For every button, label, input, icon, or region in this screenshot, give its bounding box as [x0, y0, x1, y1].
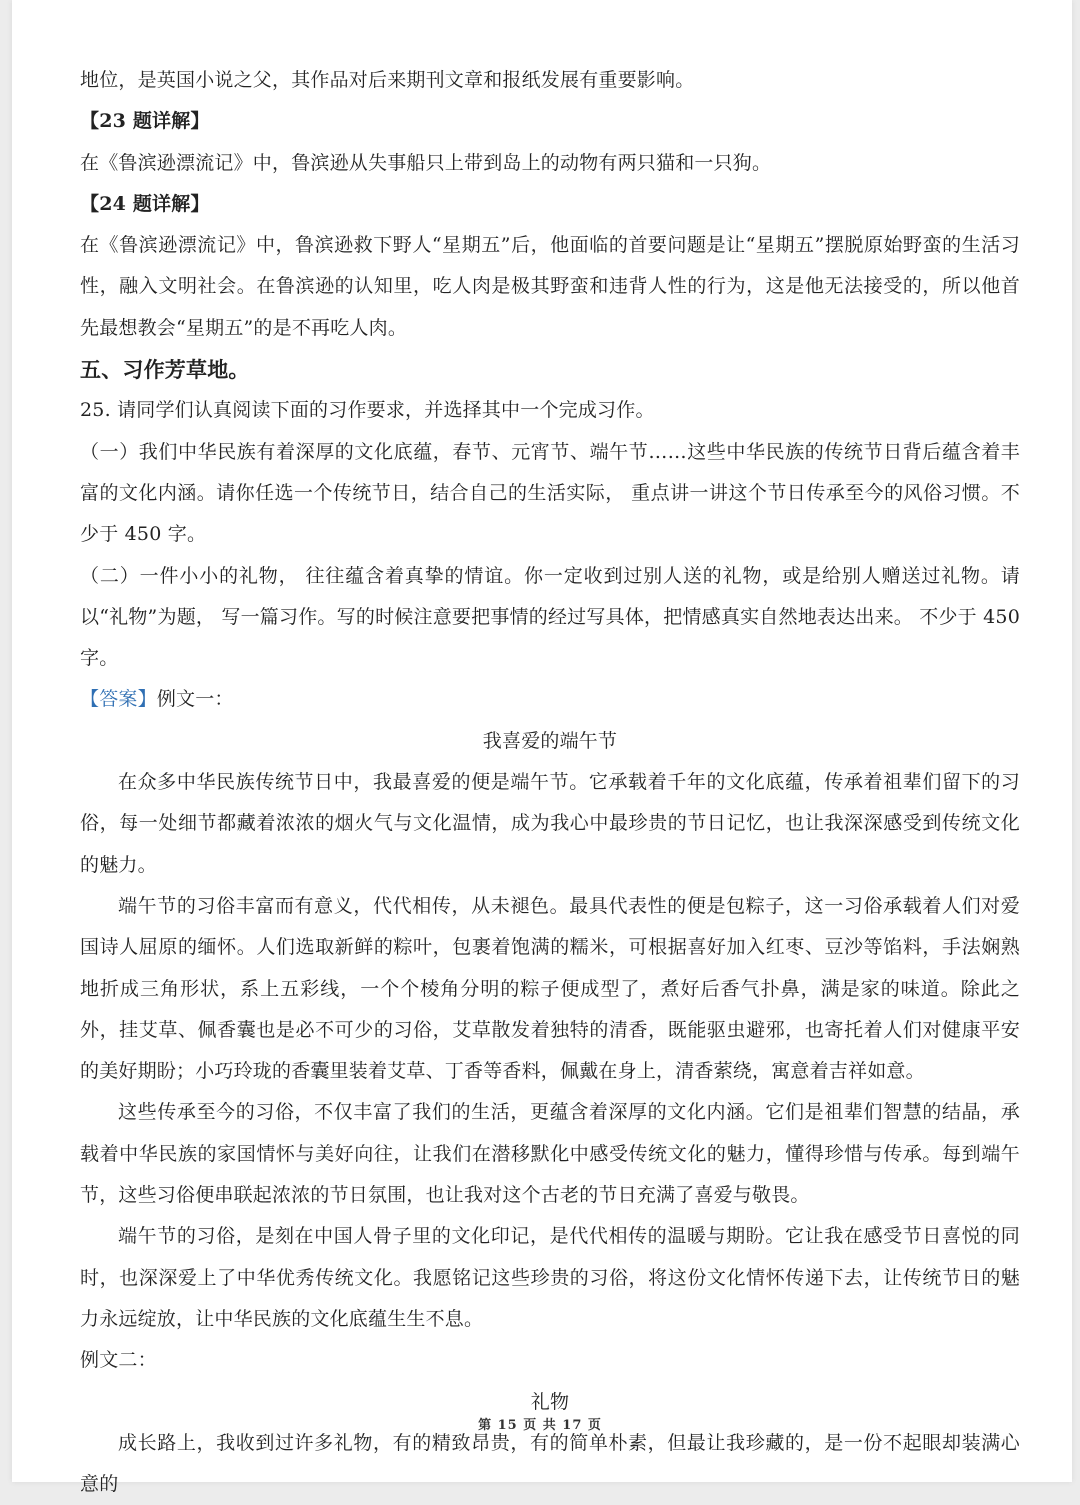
example-two-paragraph-1: 成长路上，我收到过许多礼物，有的精致昂贵，有的简单朴素，但最让我珍藏的，是一份不起眼却装满心意的 — [80, 1431, 1020, 1496]
question-24-detail-heading: 【24 题详解】 — [80, 192, 210, 215]
example-one-paragraph-4: 端午节的习俗，是刻在中国人骨子里的文化印记，是代代相传的温暖与期盼。它让我在感受节日喜悦的同时，也深深爱上了中华优秀传统文化。我愿铭记这些珍贵的习俗，将这份文化情怀传递下去，让传统节日的魅力永远绽放，让中华民族的文化底蕴生生不息。 — [80, 1225, 1020, 1330]
example-two-label: 例文二： — [80, 1349, 157, 1372]
example-one-paragraph-1: 在众多中华民族传统节日中，我最喜爱的便是端午节。它承载着千年的文化底蕴，传承着祖辈们留下的习俗，每一处细节都藏着浓浓的烟火气与文化温情，成为我心中最珍贵的节日记忆，也让我深深感受到传统文化的魅力。 — [80, 771, 1020, 876]
example-one-label: 例文一： — [156, 688, 234, 711]
answer-line — [80, 679, 1020, 720]
question-24-detail-text: 在《鲁滨逊漂流记》中，鲁滨逊救下野人“星期五”后，他面临的首要问题是让“星期五”摆脱原始野蛮的生活习性，融入文明社会。在鲁滨逊的认知里，吃人肉是极其野蛮和违背人性的行为，这是他无法接受的，所以他首先最想教会“星期五”的是不再吃人肉。 — [80, 234, 1020, 339]
section-five-title: 五、习作芳草地。 — [80, 357, 250, 383]
example-one-paragraph-3: 这些传承至今的习俗，不仅丰富了我们的生活，更蕴含着深厚的文化内涵。它们是祖辈们智慧的结晶，承载着中华民族的家国情怀与美好向往，让我们在潜移默化中感受传统文化的魅力，懂得珍惜与传承。每到端午节，这些习俗便串联起浓浓的节日氛围，也让我对这个古老的节日充满了喜爱与敬畏。 — [80, 1101, 1020, 1207]
writing-option-two: （二）一件小小的礼物， 往往蕴含着真挚的情谊。你一定收到过别人送的礼物，或是给别人赠送过礼物。请以“礼物”为题， 写一篇习作。写的时候注意要把事情的经过写具体，把情感真实自然地表达出来。 不少于 450 字。 — [80, 564, 1020, 670]
answer-tag: 【答案】 — [80, 688, 157, 711]
question-23-detail-text: 在《鲁滨逊漂流记》中，鲁滨逊从失事船只上带到岛上的动物有两只猫和一只狗。 — [80, 151, 772, 174]
page-footer: 第 15 页 共 17 页 — [478, 1418, 602, 1433]
question-23-detail-heading: 【23 题详解】 — [80, 110, 210, 133]
example-one-paragraph-2: 端午节的习俗丰富而有意义，代代相传，从未褪色。最具代表性的便是包粽子，这一习俗承载着人们对爱国诗人屈原的缅怀。人们选取新鲜的粽叶，包裹着饱满的糯米，可根据喜好加入红枣、豆沙等馅料，手法娴熟地折成三角形状，系上五彩线，一个个棱角分明的粽子便成型了，煮好后香气扑鼻，满是家的味道。除此之外，挂艾草、佩香囊也是必不可少的习俗，艾草散发着独特的清香，既能驱虫避邪，也寄托着人们对健康平安的美好期盼；小巧玲珑的香囊里装着艾草、丁香等香料，佩戴在身上，清香萦绕，寓意着吉祥如意。 — [80, 894, 1020, 1083]
example-two-title: 礼物 — [530, 1390, 570, 1413]
question-25-prompt: 25. 请同学们认真阅读下面的习作要求，并选择其中一个完成习作。 — [80, 399, 655, 422]
document-page — [12, 0, 1072, 1496]
example-one-title: 我喜爱的端午节 — [482, 729, 618, 752]
writing-option-one: （一）我们中华民族有着深厚的文化底蕴，春节、元宵节、端午节……这些中华民族的传统节日背后蕴含着丰富的文化内涵。请你任选一个传统节日，结合自己的生活实际， 重点讲一讲这个节日传承至今的风俗习惯。不少于 450 字。 — [80, 440, 1020, 546]
document-body — [80, 60, 1020, 1505]
paragraph-continuation: 地位，是英国小说之父，其作品对后来期刊文章和报纸发展有重要影响。 — [80, 69, 695, 91]
